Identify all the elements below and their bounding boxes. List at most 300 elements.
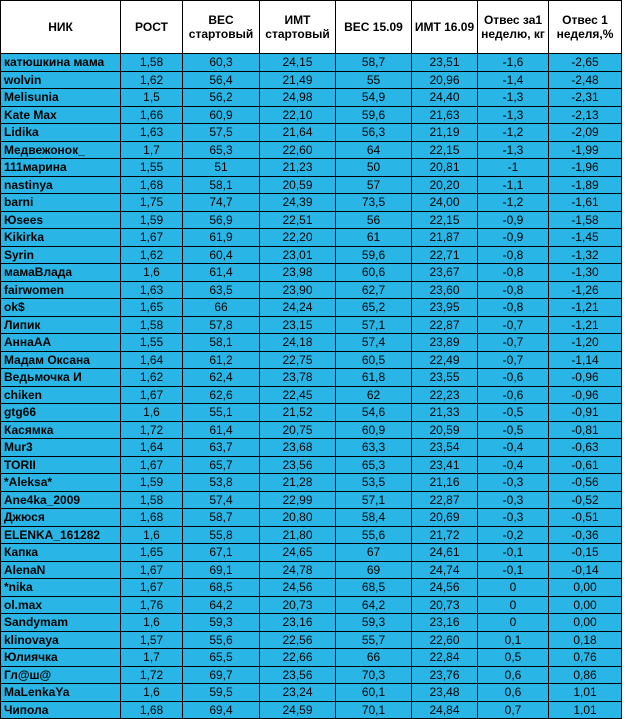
table-row bbox=[1, 649, 622, 667]
cell-height: 1,6 bbox=[121, 684, 183, 702]
cell-bmi-1609: 23,54 bbox=[412, 439, 478, 457]
table-row bbox=[1, 334, 622, 352]
cell-loss-percent: 0,00 bbox=[549, 579, 622, 597]
cell-start-weight: 58,1 bbox=[183, 176, 260, 194]
cell-loss-kg: -1,6 bbox=[478, 54, 549, 72]
cell-loss-percent: 0,00 bbox=[549, 596, 622, 614]
cell-height: 1,67 bbox=[121, 579, 183, 597]
cell-height: 1,7 bbox=[121, 649, 183, 667]
cell-loss-percent: -0,36 bbox=[549, 526, 622, 544]
cell-loss-kg: 0,6 bbox=[478, 684, 549, 702]
cell-loss-kg: -1 bbox=[478, 159, 549, 177]
header-weight-1509: ВЕС 15.09 bbox=[336, 1, 412, 54]
cell-bmi-1609: 22,15 bbox=[412, 141, 478, 159]
cell-nick: klinovaya bbox=[1, 631, 121, 649]
cell-weight-1509: 70,3 bbox=[336, 666, 412, 684]
table-row bbox=[1, 141, 622, 159]
cell-loss-kg: -1,2 bbox=[478, 124, 549, 142]
cell-start-weight: 62,6 bbox=[183, 386, 260, 404]
cell-nick: Mur3 bbox=[1, 439, 121, 457]
cell-loss-percent: -1,26 bbox=[549, 281, 622, 299]
cell-bmi-1609: 20,81 bbox=[412, 159, 478, 177]
cell-loss-kg: -0,7 bbox=[478, 351, 549, 369]
cell-nick: Чипола bbox=[1, 701, 121, 719]
cell-start-weight: 60,9 bbox=[183, 106, 260, 124]
cell-start-bmi: 21,49 bbox=[260, 71, 336, 89]
cell-loss-percent: -0,51 bbox=[549, 509, 622, 527]
cell-height: 1,67 bbox=[121, 456, 183, 474]
cell-weight-1509: 60,6 bbox=[336, 264, 412, 282]
cell-loss-kg: -1,2 bbox=[478, 194, 549, 212]
cell-height: 1,62 bbox=[121, 369, 183, 387]
cell-start-weight: 69,4 bbox=[183, 701, 260, 719]
cell-start-bmi: 21,64 bbox=[260, 124, 336, 142]
cell-start-weight: 68,5 bbox=[183, 579, 260, 597]
cell-weight-1509: 59,6 bbox=[336, 106, 412, 124]
cell-bmi-1609: 23,48 bbox=[412, 684, 478, 702]
cell-start-bmi: 24,98 bbox=[260, 89, 336, 107]
cell-start-bmi: 24,18 bbox=[260, 334, 336, 352]
cell-weight-1509: 69 bbox=[336, 561, 412, 579]
cell-loss-percent: 1,01 bbox=[549, 701, 622, 719]
table-row bbox=[1, 596, 622, 614]
cell-weight-1509: 64,2 bbox=[336, 596, 412, 614]
cell-start-weight: 65,3 bbox=[183, 141, 260, 159]
cell-loss-kg: 0,1 bbox=[478, 631, 549, 649]
cell-loss-kg: -1,1 bbox=[478, 176, 549, 194]
cell-loss-kg: -0,3 bbox=[478, 474, 549, 492]
cell-weight-1509: 62 bbox=[336, 386, 412, 404]
cell-nick: Melisunia bbox=[1, 89, 121, 107]
cell-start-weight: 64,2 bbox=[183, 596, 260, 614]
cell-nick: Kate Max bbox=[1, 106, 121, 124]
cell-nick: Касямка bbox=[1, 421, 121, 439]
cell-loss-kg: -0,4 bbox=[478, 456, 549, 474]
cell-start-weight: 61,2 bbox=[183, 351, 260, 369]
cell-weight-1509: 58,4 bbox=[336, 509, 412, 527]
cell-height: 1,7 bbox=[121, 141, 183, 159]
cell-loss-kg: 0,5 bbox=[478, 649, 549, 667]
cell-start-weight: 57,5 bbox=[183, 124, 260, 142]
table-row bbox=[1, 614, 622, 632]
cell-loss-kg: -0,3 bbox=[478, 509, 549, 527]
cell-height: 1,63 bbox=[121, 124, 183, 142]
cell-start-bmi: 21,23 bbox=[260, 159, 336, 177]
cell-nick: barni bbox=[1, 194, 121, 212]
cell-loss-kg: -1,3 bbox=[478, 141, 549, 159]
cell-bmi-1609: 20,69 bbox=[412, 509, 478, 527]
cell-loss-percent: 0,18 bbox=[549, 631, 622, 649]
cell-nick: Джюся bbox=[1, 509, 121, 527]
cell-start-bmi: 23,56 bbox=[260, 456, 336, 474]
cell-start-weight: 56,2 bbox=[183, 89, 260, 107]
cell-start-weight: 69,7 bbox=[183, 666, 260, 684]
cell-height: 1,65 bbox=[121, 544, 183, 562]
cell-nick: *Aleksa* bbox=[1, 474, 121, 492]
cell-start-weight: 62,4 bbox=[183, 369, 260, 387]
table-row bbox=[1, 631, 622, 649]
cell-start-weight: 55,8 bbox=[183, 526, 260, 544]
cell-nick: Юлиячка bbox=[1, 649, 121, 667]
cell-loss-percent: -1,99 bbox=[549, 141, 622, 159]
cell-bmi-1609: 24,56 bbox=[412, 579, 478, 597]
cell-weight-1509: 62,7 bbox=[336, 281, 412, 299]
cell-loss-kg: -0,9 bbox=[478, 229, 549, 247]
cell-loss-percent: -2,09 bbox=[549, 124, 622, 142]
cell-weight-1509: 54,9 bbox=[336, 89, 412, 107]
table-row bbox=[1, 299, 622, 317]
table-row bbox=[1, 264, 622, 282]
table-row bbox=[1, 701, 622, 719]
cell-nick: Липик bbox=[1, 316, 121, 334]
cell-start-weight: 61,9 bbox=[183, 229, 260, 247]
cell-height: 1,68 bbox=[121, 176, 183, 194]
cell-start-weight: 60,3 bbox=[183, 54, 260, 72]
cell-weight-1509: 58,7 bbox=[336, 54, 412, 72]
cell-loss-kg: -0,2 bbox=[478, 526, 549, 544]
cell-height: 1,55 bbox=[121, 159, 183, 177]
cell-loss-percent: 1,01 bbox=[549, 684, 622, 702]
cell-start-bmi: 22,10 bbox=[260, 106, 336, 124]
cell-weight-1509: 61 bbox=[336, 229, 412, 247]
cell-bmi-1609: 21,72 bbox=[412, 526, 478, 544]
cell-loss-percent: -2,31 bbox=[549, 89, 622, 107]
cell-nick: ELENKA_161282 bbox=[1, 526, 121, 544]
cell-start-weight: 74,7 bbox=[183, 194, 260, 212]
cell-start-bmi: 23,15 bbox=[260, 316, 336, 334]
table-row bbox=[1, 71, 622, 89]
table-row bbox=[1, 666, 622, 684]
cell-bmi-1609: 21,19 bbox=[412, 124, 478, 142]
table-row bbox=[1, 159, 622, 177]
cell-height: 1,55 bbox=[121, 334, 183, 352]
cell-height: 1,6 bbox=[121, 404, 183, 422]
cell-bmi-1609: 22,15 bbox=[412, 211, 478, 229]
cell-height: 1,62 bbox=[121, 246, 183, 264]
cell-start-weight: 57,8 bbox=[183, 316, 260, 334]
cell-start-bmi: 22,20 bbox=[260, 229, 336, 247]
cell-height: 1,58 bbox=[121, 316, 183, 334]
cell-loss-percent: -1,61 bbox=[549, 194, 622, 212]
cell-nick: Капка bbox=[1, 544, 121, 562]
cell-loss-percent: -0,14 bbox=[549, 561, 622, 579]
cell-height: 1,6 bbox=[121, 614, 183, 632]
cell-start-bmi: 24,15 bbox=[260, 54, 336, 72]
cell-loss-kg: -0,7 bbox=[478, 334, 549, 352]
cell-nick: MaLenkaYa bbox=[1, 684, 121, 702]
cell-start-weight: 69,1 bbox=[183, 561, 260, 579]
cell-loss-percent: -1,96 bbox=[549, 159, 622, 177]
cell-height: 1,63 bbox=[121, 281, 183, 299]
cell-bmi-1609: 20,59 bbox=[412, 421, 478, 439]
cell-loss-percent: -0,52 bbox=[549, 491, 622, 509]
cell-start-weight: 55,1 bbox=[183, 404, 260, 422]
cell-loss-kg: -1,3 bbox=[478, 89, 549, 107]
cell-loss-kg: -1,3 bbox=[478, 106, 549, 124]
cell-start-weight: 66 bbox=[183, 299, 260, 317]
cell-height: 1,59 bbox=[121, 211, 183, 229]
cell-loss-percent: -1,14 bbox=[549, 351, 622, 369]
cell-start-bmi: 20,73 bbox=[260, 596, 336, 614]
cell-loss-kg: -0,8 bbox=[478, 264, 549, 282]
cell-nick: Медвежонок_ bbox=[1, 141, 121, 159]
cell-height: 1,59 bbox=[121, 474, 183, 492]
cell-bmi-1609: 24,61 bbox=[412, 544, 478, 562]
cell-weight-1509: 57 bbox=[336, 176, 412, 194]
cell-loss-kg: 0 bbox=[478, 614, 549, 632]
cell-bmi-1609: 23,51 bbox=[412, 54, 478, 72]
table-row bbox=[1, 421, 622, 439]
cell-weight-1509: 53,5 bbox=[336, 474, 412, 492]
cell-nick: wolvin bbox=[1, 71, 121, 89]
cell-start-bmi: 24,59 bbox=[260, 701, 336, 719]
cell-bmi-1609: 21,63 bbox=[412, 106, 478, 124]
cell-start-weight: 58,1 bbox=[183, 334, 260, 352]
cell-loss-kg: -0,7 bbox=[478, 316, 549, 334]
header-row bbox=[1, 1, 622, 54]
table-row bbox=[1, 281, 622, 299]
cell-height: 1,75 bbox=[121, 194, 183, 212]
table-row bbox=[1, 246, 622, 264]
cell-start-weight: 55,6 bbox=[183, 631, 260, 649]
cell-height: 1,6 bbox=[121, 526, 183, 544]
cell-weight-1509: 54,6 bbox=[336, 404, 412, 422]
cell-loss-percent: -1,21 bbox=[549, 299, 622, 317]
cell-start-bmi: 23,56 bbox=[260, 666, 336, 684]
header-start-bmi: ИМТ стартовый bbox=[260, 1, 336, 54]
cell-start-bmi: 24,39 bbox=[260, 194, 336, 212]
cell-loss-percent: -0,15 bbox=[549, 544, 622, 562]
cell-nick: chiken bbox=[1, 386, 121, 404]
cell-weight-1509: 70,1 bbox=[336, 701, 412, 719]
cell-weight-1509: 57,1 bbox=[336, 316, 412, 334]
cell-start-bmi: 20,80 bbox=[260, 509, 336, 527]
cell-start-weight: 59,5 bbox=[183, 684, 260, 702]
cell-nick: Sandymam bbox=[1, 614, 121, 632]
cell-loss-percent: 0,00 bbox=[549, 614, 622, 632]
cell-nick: мамаВлада bbox=[1, 264, 121, 282]
cell-loss-percent: -1,30 bbox=[549, 264, 622, 282]
cell-height: 1,6 bbox=[121, 264, 183, 282]
cell-start-bmi: 24,56 bbox=[260, 579, 336, 597]
table-row bbox=[1, 561, 622, 579]
cell-bmi-1609: 24,40 bbox=[412, 89, 478, 107]
header-start-weight: ВЕС стартовый bbox=[183, 1, 260, 54]
table-row bbox=[1, 106, 622, 124]
cell-loss-percent: -1,20 bbox=[549, 334, 622, 352]
table-body bbox=[1, 54, 622, 719]
cell-loss-kg: -0,1 bbox=[478, 561, 549, 579]
cell-start-bmi: 22,99 bbox=[260, 491, 336, 509]
cell-loss-kg: -0,8 bbox=[478, 246, 549, 264]
cell-weight-1509: 56,3 bbox=[336, 124, 412, 142]
cell-start-bmi: 22,75 bbox=[260, 351, 336, 369]
cell-weight-1509: 60,5 bbox=[336, 351, 412, 369]
cell-weight-1509: 67 bbox=[336, 544, 412, 562]
cell-start-weight: 59,3 bbox=[183, 614, 260, 632]
cell-start-bmi: 23,01 bbox=[260, 246, 336, 264]
cell-start-weight: 57,4 bbox=[183, 491, 260, 509]
cell-weight-1509: 65,2 bbox=[336, 299, 412, 317]
cell-start-bmi: 22,66 bbox=[260, 649, 336, 667]
table-row bbox=[1, 194, 622, 212]
cell-start-bmi: 23,78 bbox=[260, 369, 336, 387]
cell-nick: Юsees bbox=[1, 211, 121, 229]
cell-start-bmi: 22,60 bbox=[260, 141, 336, 159]
cell-loss-kg: -0,3 bbox=[478, 491, 549, 509]
table-row bbox=[1, 54, 622, 72]
cell-start-weight: 60,4 bbox=[183, 246, 260, 264]
table-row bbox=[1, 579, 622, 597]
cell-weight-1509: 57,1 bbox=[336, 491, 412, 509]
cell-start-weight: 56,9 bbox=[183, 211, 260, 229]
cell-loss-kg: -0,1 bbox=[478, 544, 549, 562]
cell-nick: Ane4ka_2009 bbox=[1, 491, 121, 509]
cell-bmi-1609: 22,71 bbox=[412, 246, 478, 264]
cell-loss-kg: -0,8 bbox=[478, 281, 549, 299]
cell-nick: *nika bbox=[1, 579, 121, 597]
cell-loss-percent: -0,96 bbox=[549, 386, 622, 404]
cell-height: 1,65 bbox=[121, 299, 183, 317]
header-bmi-1609: ИМТ 16.09 bbox=[412, 1, 478, 54]
header-loss-kg: Отвес за1 неделю, кг bbox=[478, 1, 549, 54]
cell-start-bmi: 23,98 bbox=[260, 264, 336, 282]
cell-height: 1,67 bbox=[121, 561, 183, 579]
cell-height: 1,67 bbox=[121, 386, 183, 404]
cell-weight-1509: 68,5 bbox=[336, 579, 412, 597]
cell-nick: Гл@ш@ bbox=[1, 666, 121, 684]
header-height: РОСТ bbox=[121, 1, 183, 54]
table-row bbox=[1, 456, 622, 474]
cell-start-bmi: 24,24 bbox=[260, 299, 336, 317]
cell-loss-percent: -2,13 bbox=[549, 106, 622, 124]
cell-nick: ok$ bbox=[1, 299, 121, 317]
cell-loss-percent: -0,91 bbox=[549, 404, 622, 422]
table-row bbox=[1, 316, 622, 334]
cell-bmi-1609: 22,87 bbox=[412, 316, 478, 334]
cell-height: 1,68 bbox=[121, 509, 183, 527]
cell-bmi-1609: 23,16 bbox=[412, 614, 478, 632]
cell-nick: gtg66 bbox=[1, 404, 121, 422]
cell-loss-kg: 0 bbox=[478, 596, 549, 614]
cell-weight-1509: 59,3 bbox=[336, 614, 412, 632]
cell-bmi-1609: 23,55 bbox=[412, 369, 478, 387]
cell-nick: Syrin bbox=[1, 246, 121, 264]
table-row bbox=[1, 526, 622, 544]
cell-weight-1509: 73,5 bbox=[336, 194, 412, 212]
cell-start-weight: 63,5 bbox=[183, 281, 260, 299]
table-row bbox=[1, 369, 622, 387]
cell-loss-percent: -1,58 bbox=[549, 211, 622, 229]
cell-loss-kg: -0,5 bbox=[478, 421, 549, 439]
cell-height: 1,5 bbox=[121, 89, 183, 107]
cell-height: 1,72 bbox=[121, 421, 183, 439]
cell-nick: Lidika bbox=[1, 124, 121, 142]
cell-height: 1,57 bbox=[121, 631, 183, 649]
cell-start-bmi: 20,75 bbox=[260, 421, 336, 439]
cell-start-weight: 58,7 bbox=[183, 509, 260, 527]
cell-bmi-1609: 22,87 bbox=[412, 491, 478, 509]
cell-start-bmi: 24,65 bbox=[260, 544, 336, 562]
cell-start-bmi: 22,45 bbox=[260, 386, 336, 404]
cell-loss-percent: -1,32 bbox=[549, 246, 622, 264]
cell-loss-percent: -2,65 bbox=[549, 54, 622, 72]
table-row bbox=[1, 176, 622, 194]
cell-bmi-1609: 23,60 bbox=[412, 281, 478, 299]
cell-weight-1509: 64 bbox=[336, 141, 412, 159]
cell-loss-percent: -1,89 bbox=[549, 176, 622, 194]
cell-loss-percent: 0,76 bbox=[549, 649, 622, 667]
cell-loss-percent: -0,96 bbox=[549, 369, 622, 387]
cell-start-bmi: 23,24 bbox=[260, 684, 336, 702]
cell-weight-1509: 59,6 bbox=[336, 246, 412, 264]
cell-start-bmi: 21,28 bbox=[260, 474, 336, 492]
cell-bmi-1609: 22,60 bbox=[412, 631, 478, 649]
cell-bmi-1609: 24,74 bbox=[412, 561, 478, 579]
cell-start-bmi: 21,52 bbox=[260, 404, 336, 422]
table-row bbox=[1, 89, 622, 107]
cell-loss-kg: -1,4 bbox=[478, 71, 549, 89]
cell-start-bmi: 22,56 bbox=[260, 631, 336, 649]
cell-height: 1,76 bbox=[121, 596, 183, 614]
table-row bbox=[1, 124, 622, 142]
cell-loss-kg: -0,6 bbox=[478, 386, 549, 404]
cell-start-bmi: 23,16 bbox=[260, 614, 336, 632]
cell-weight-1509: 65,3 bbox=[336, 456, 412, 474]
cell-loss-percent: -0,81 bbox=[549, 421, 622, 439]
cell-weight-1509: 56 bbox=[336, 211, 412, 229]
cell-loss-kg: -0,5 bbox=[478, 404, 549, 422]
cell-height: 1,62 bbox=[121, 71, 183, 89]
cell-nick: Kikirka bbox=[1, 229, 121, 247]
cell-height: 1,66 bbox=[121, 106, 183, 124]
cell-height: 1,58 bbox=[121, 491, 183, 509]
cell-height: 1,72 bbox=[121, 666, 183, 684]
table-row bbox=[1, 544, 622, 562]
cell-bmi-1609: 22,84 bbox=[412, 649, 478, 667]
cell-weight-1509: 60,1 bbox=[336, 684, 412, 702]
cell-weight-1509: 55,6 bbox=[336, 526, 412, 544]
cell-weight-1509: 57,4 bbox=[336, 334, 412, 352]
cell-bmi-1609: 23,89 bbox=[412, 334, 478, 352]
cell-height: 1,58 bbox=[121, 54, 183, 72]
cell-start-weight: 65,7 bbox=[183, 456, 260, 474]
cell-height: 1,68 bbox=[121, 701, 183, 719]
cell-start-weight: 53,8 bbox=[183, 474, 260, 492]
cell-start-bmi: 23,90 bbox=[260, 281, 336, 299]
cell-bmi-1609: 24,84 bbox=[412, 701, 478, 719]
table-row bbox=[1, 229, 622, 247]
header-nick: НИК bbox=[1, 1, 121, 54]
table-row bbox=[1, 211, 622, 229]
cell-loss-percent: -2,48 bbox=[549, 71, 622, 89]
cell-nick: 111марина bbox=[1, 159, 121, 177]
cell-nick: AlenaN bbox=[1, 561, 121, 579]
cell-weight-1509: 60,9 bbox=[336, 421, 412, 439]
cell-start-bmi: 22,51 bbox=[260, 211, 336, 229]
cell-start-weight: 61,4 bbox=[183, 421, 260, 439]
cell-loss-kg: -0,8 bbox=[478, 299, 549, 317]
cell-nick: fairwomen bbox=[1, 281, 121, 299]
cell-weight-1509: 55 bbox=[336, 71, 412, 89]
cell-height: 1,64 bbox=[121, 439, 183, 457]
cell-weight-1509: 50 bbox=[336, 159, 412, 177]
cell-bmi-1609: 20,96 bbox=[412, 71, 478, 89]
cell-bmi-1609: 22,23 bbox=[412, 386, 478, 404]
cell-loss-kg: 0,7 bbox=[478, 701, 549, 719]
cell-start-bmi: 23,68 bbox=[260, 439, 336, 457]
cell-nick: АннаАА bbox=[1, 334, 121, 352]
